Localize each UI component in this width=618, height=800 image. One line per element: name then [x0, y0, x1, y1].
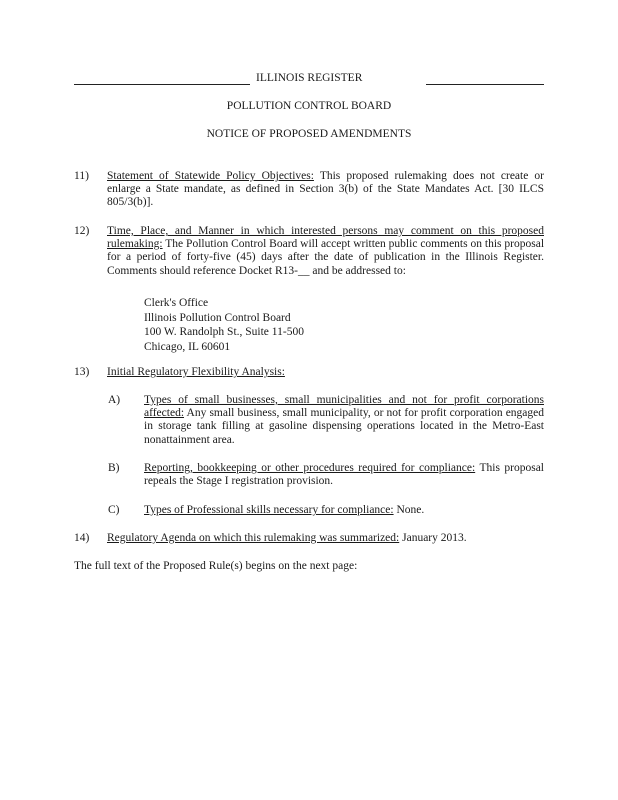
item-12-number: 12) — [74, 225, 90, 237]
item-13a-body: Any small business, small municipality, or not for profit corporation engaged in storage tank filling at gasoline dispensing operations located in the Metro-East nonattainment area. — [144, 407, 545, 446]
item-14-body: January 2013. — [402, 532, 467, 544]
address-block — [144, 296, 304, 354]
address-line: Clerk's Office — [144, 297, 209, 309]
item-13a-heading: Types of small businesses, small municipalities and not for profit corporations affected: — [144, 394, 544, 420]
item-13-number: 13) — [74, 366, 90, 378]
agency-title: POLLUTION CONTROL BOARD — [226, 100, 392, 112]
notice-title: NOTICE OF PROPOSED AMENDMENTS — [206, 128, 412, 140]
item-11-body: This proposed rulemaking does not create or enlarge a State mandate, as defined in Section 3(b) of the State Mandates Act. [30 ILCS 805/3(b)]. — [107, 170, 544, 209]
item-12-heading: Time, Place, and Manner in which interested persons may comment on this proposed rulemaking: — [107, 225, 544, 251]
item-12-text — [107, 225, 544, 278]
item-14-number: 14) — [74, 532, 90, 544]
closing-text: The full text of the Proposed Rule(s) begins on the next page: — [74, 560, 358, 572]
item-13b-heading: Reporting, bookkeeping or other procedures required for compliance: — [144, 462, 476, 474]
item-13b-text — [144, 462, 544, 488]
item-13c-letter: C) — [108, 504, 120, 516]
item-13b-letter: B) — [108, 462, 120, 474]
address-line: Illinois Pollution Control Board — [144, 311, 291, 324]
header-rule-right — [426, 84, 544, 85]
item-13-heading: Initial Regulatory Flexibility Analysis: — [107, 366, 285, 378]
address-line: 100 W. Randolph St., Suite 11-500 — [144, 326, 304, 338]
item-13b-body: This proposal repeals the Stage I registration provision. — [144, 462, 544, 488]
item-13c-body: None. — [396, 504, 425, 516]
item-13a-text — [144, 394, 544, 447]
address-line: Chicago, IL 60601 — [144, 340, 231, 353]
item-11-number: 11) — [74, 170, 89, 182]
item-14-heading: Regulatory Agenda on which this rulemaking was summarized: — [107, 532, 400, 544]
header-rule-left — [74, 84, 250, 85]
item-11-text — [107, 170, 544, 210]
register-title: ILLINOIS REGISTER — [256, 72, 363, 84]
item-13c-heading: Types of Professional skills necessary for compliance: — [144, 504, 394, 516]
item-14-text — [107, 532, 467, 545]
item-13a-letter: A) — [108, 394, 121, 406]
item-12-body: The Pollution Control Board will accept written public comments on this proposal for a period of forty-five (45) days after the date of publication in the Illinois Register. Comments should reference Docket R13-__ and be addressed to: — [107, 238, 545, 277]
item-11-heading: Statement of Statewide Policy Objectives: — [107, 170, 314, 182]
item-13c-text — [144, 504, 544, 517]
